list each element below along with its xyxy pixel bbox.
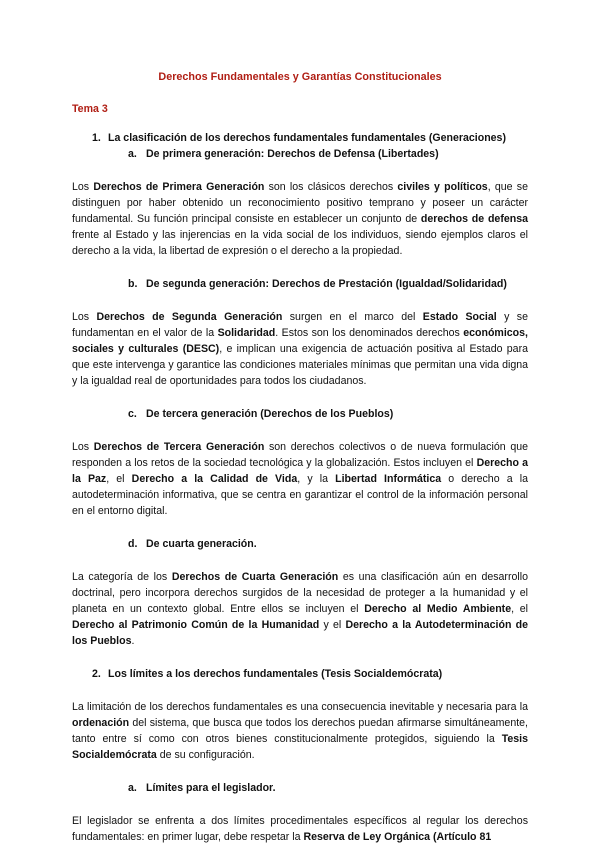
text: , e implican una exigencia de actuación positiva al Estado para que este intervenga y garantice las condiciones materiales mínimas que permitan una vida digna y la igualdad real de oportunidades para todos los ciudadanos.: [72, 343, 528, 387]
topic-label: Tema 3: [72, 103, 108, 115]
paragraph-third-generation: [72, 439, 528, 519]
subsection-letter: d.: [128, 538, 138, 550]
subsection-letter: a.: [128, 782, 137, 794]
subsection-title: Límites para el legislador.: [146, 782, 276, 794]
term: Derechos de Segunda Generación: [96, 311, 283, 323]
subsection-letter: a.: [128, 148, 137, 160]
text: , que se distinguen por haber obtenido un reconocimiento positivo temprano y poseer un carácter fundamental. Su función principal consiste en establecer un conjunto de: [72, 181, 528, 225]
text: , el: [511, 603, 529, 615]
subsection-title: De primera generación: Derechos de Defensa (Libertades): [146, 148, 439, 160]
term: derechos de defensa: [420, 213, 528, 225]
subsection-title: De cuarta generación.: [146, 538, 257, 550]
term: Derecho al Patrimonio Común de la Humanidad: [72, 619, 320, 631]
text: , el: [106, 473, 132, 485]
text: El legislador se enfrenta a dos límites procedimentales específicos al regular los derechos fundamentales: en primer lugar, debe respetar la: [72, 815, 528, 843]
text: y se fundamentan en el valor de la: [72, 311, 528, 339]
paragraph-fourth-generation: [72, 569, 528, 649]
term: Derecho a la Calidad de Vida: [131, 473, 298, 485]
section-number: 1.: [92, 132, 101, 144]
text: y el: [319, 619, 346, 631]
text: son los clásicos derechos: [264, 181, 398, 193]
text: o derecho a la autodeterminación informativa, que se centra en garantizar el control de la información personal en el entorno digital.: [72, 473, 528, 517]
text: Los: [72, 181, 94, 193]
term: civiles y políticos: [397, 181, 488, 193]
term: Estado Social: [422, 311, 497, 323]
section-title: La clasificación de los derechos fundamentales fundamentales (Generaciones): [108, 132, 506, 144]
section-1-heading: [92, 130, 528, 146]
term: Derechos de Primera Generación: [93, 181, 265, 193]
section-number: 2.: [92, 668, 101, 680]
section-title: Los límites a los derechos fundamentales (Tesis Socialdemócrata): [108, 668, 443, 680]
term: Libertad Informática: [335, 473, 442, 485]
paragraph-limits: [72, 699, 528, 763]
text: . Estos son los denominados derechos: [275, 327, 464, 339]
paragraph-second-generation: [72, 309, 528, 389]
text: , y la: [297, 473, 336, 485]
text: surgen en el marco del: [282, 311, 423, 323]
paragraph-legislator-limits: [72, 813, 528, 845]
term: Derecho al Medio Ambiente: [364, 603, 512, 615]
subsection-letter: c.: [128, 408, 137, 420]
term: Reserva de Ley Orgánica (Artículo 81: [303, 831, 492, 843]
text: La categoría de los: [72, 571, 172, 583]
paragraph-first-generation: [72, 179, 528, 259]
subsection-letter: b.: [128, 278, 138, 290]
subsection-2a-heading: [128, 780, 528, 796]
text: La limitación de los derechos fundamentales es una consecuencia inevitable y necesaria para la: [72, 701, 528, 713]
term: ordenación: [72, 717, 130, 729]
section-2-heading: [92, 666, 528, 682]
term: Solidaridad: [217, 327, 276, 339]
term: Derecho a la Paz: [72, 457, 528, 485]
term: Derechos de Cuarta Generación: [171, 571, 339, 583]
text: Los: [72, 441, 94, 453]
term: Derechos de Tercera Generación: [93, 441, 265, 453]
subsection-title: De tercera generación (Derechos de los Pueblos): [146, 408, 394, 420]
subsection-title: De segunda generación: Derechos de Prestación (Igualdad/Solidaridad): [146, 278, 507, 290]
subsection-b-heading: [128, 276, 528, 292]
text: son derechos colectivos o de nueva formulación que responden a los retos de la sociedad tecnológica y la globalización. Estos incluyen el: [72, 441, 528, 469]
text: Los: [72, 311, 97, 323]
document-title: Derechos Fundamentales y Garantías Constitucionales: [158, 71, 442, 83]
text: frente al Estado y las injerencias en la vida social de los individuos, siendo ejemplos claros el derecho a la vida, la libertad de expresión o el derecho a la propiedad.: [72, 229, 528, 257]
term: económicos, sociales y culturales (DESC): [72, 327, 528, 355]
text: es una clasificación aún en desarrollo doctrinal, pero incorpora derechos surgidos de la necesidad de proteger a la humanidad y el planeta en un contexto global. Entre ellos se incluyen el: [72, 571, 528, 615]
text: de su configuración.: [156, 749, 255, 761]
subsection-a-heading: [128, 146, 528, 162]
text: del sistema, que busca que todos los derechos puedan afirmarse simultáneamente, tanto entre sí como con otros bienes constitucionalmente protegidos, siguiendo la: [72, 717, 528, 745]
term: Derecho a la Autodeterminación de los Pueblos: [72, 619, 528, 647]
subsection-d-heading: [128, 536, 528, 552]
term: Tesis Socialdemócrata: [72, 733, 528, 761]
text: .: [131, 635, 135, 647]
subsection-c-heading: [128, 406, 528, 422]
